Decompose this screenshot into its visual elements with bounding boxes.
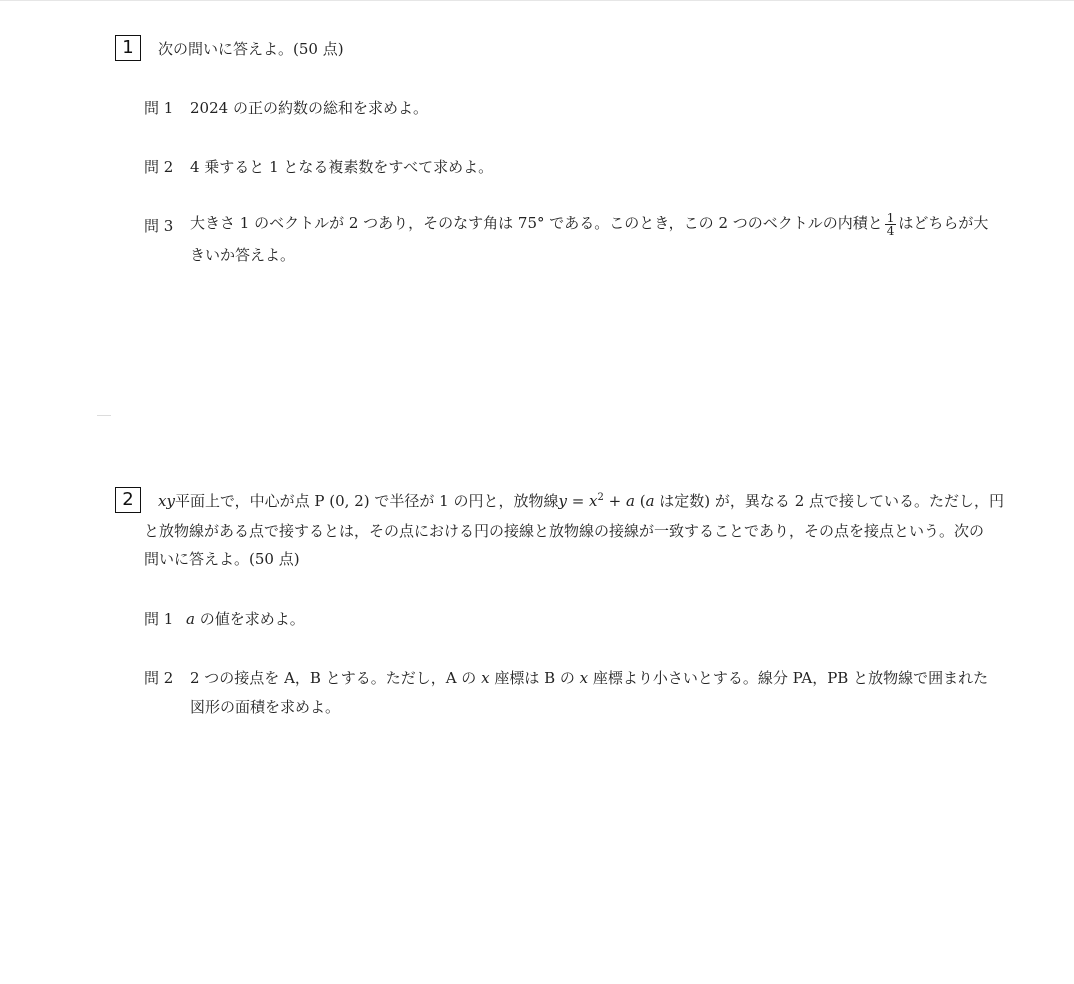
problem-1-header: 次の問いに答えよ。(50 点) — [158, 40, 344, 58]
p2-q2-line2: 図形の面積を求めよ。 — [190, 698, 341, 716]
p1-q2-text: 4 乗すると 1 となる複素数をすべて求めよ。 — [190, 158, 494, 176]
p2-q2-t1: 2 つの接点を A，B とする。ただし，A の — [190, 669, 482, 687]
p2-q2-x1: x — [481, 669, 490, 687]
p2-eq-a: a — [626, 492, 635, 510]
problem-2-number: 2 — [122, 489, 134, 510]
p1-q3-line2: きいか答えよ。 — [190, 246, 296, 264]
p2-q1-label: 問 1 — [144, 610, 174, 628]
p1-q3-label: 問 3 — [144, 217, 174, 235]
p1-q3-text-after: はどちらが大 — [898, 214, 989, 232]
p2-q2-t2: 座標は B の — [489, 669, 580, 687]
problem-2-number-box — [115, 487, 141, 513]
p1-q3-text-before: 大きさ 1 のベクトルが 2 つあり，そのなす角は 75° である。このとき，この 2 つのベクトルの内積と — [190, 214, 883, 232]
p2-q1-text — [186, 608, 305, 629]
p1-q3-fraction — [885, 212, 897, 237]
p2-paren-open: ( — [634, 492, 646, 510]
p2-eq-eq: = — [566, 492, 590, 510]
p1-q3-frac-num: 1 — [886, 210, 895, 225]
top-border — [0, 0, 1074, 1]
scan-mark — [97, 415, 111, 416]
p2-eq-exp: 2 — [597, 492, 604, 503]
p2-line1 — [158, 490, 1004, 511]
p1-q1-text: 2024 の正の約数の総和を求めよ。 — [190, 99, 428, 117]
p2-line2: と放物線がある点で接するとは，その点における円の接線と放物線の接線が一致することであり，その点を接点という。次の — [144, 522, 985, 540]
p2-paren-a: a — [645, 492, 655, 510]
p1-q3-line1 — [190, 207, 988, 239]
problem-1-number: 1 — [122, 37, 134, 58]
p2-q2-line1 — [190, 667, 988, 688]
p1-q3-frac-den: 4 — [886, 223, 895, 238]
p2-xy-var: xy — [158, 492, 175, 510]
p2-q2-label: 問 2 — [144, 669, 174, 687]
p1-q1-label: 問 1 — [144, 99, 174, 117]
p2-eq-y: y — [558, 492, 567, 510]
p2-eq-plus: + — [603, 492, 626, 510]
p1-q2-label: 問 2 — [144, 158, 174, 176]
p2-q2-x2: x — [579, 669, 589, 687]
p2-q1-rest: の値を求めよ。 — [194, 610, 305, 628]
problem-1-number-box — [115, 35, 141, 61]
p2-line1-a: 平面上で，中心が点 P (0, 2) で半径が 1 の円と，放物線 — [174, 492, 559, 510]
p2-q1-var: a — [186, 610, 195, 628]
p2-line1-b: は定数) が，異なる 2 点で接している。ただし，円 — [654, 492, 1005, 510]
p2-q2-t3: 座標より小さいとする。線分 PA，PB と放物線で囲まれた — [588, 669, 989, 687]
p2-line3: 問いに答えよ。(50 点) — [144, 550, 300, 568]
p2-eq-x: x — [589, 492, 598, 510]
